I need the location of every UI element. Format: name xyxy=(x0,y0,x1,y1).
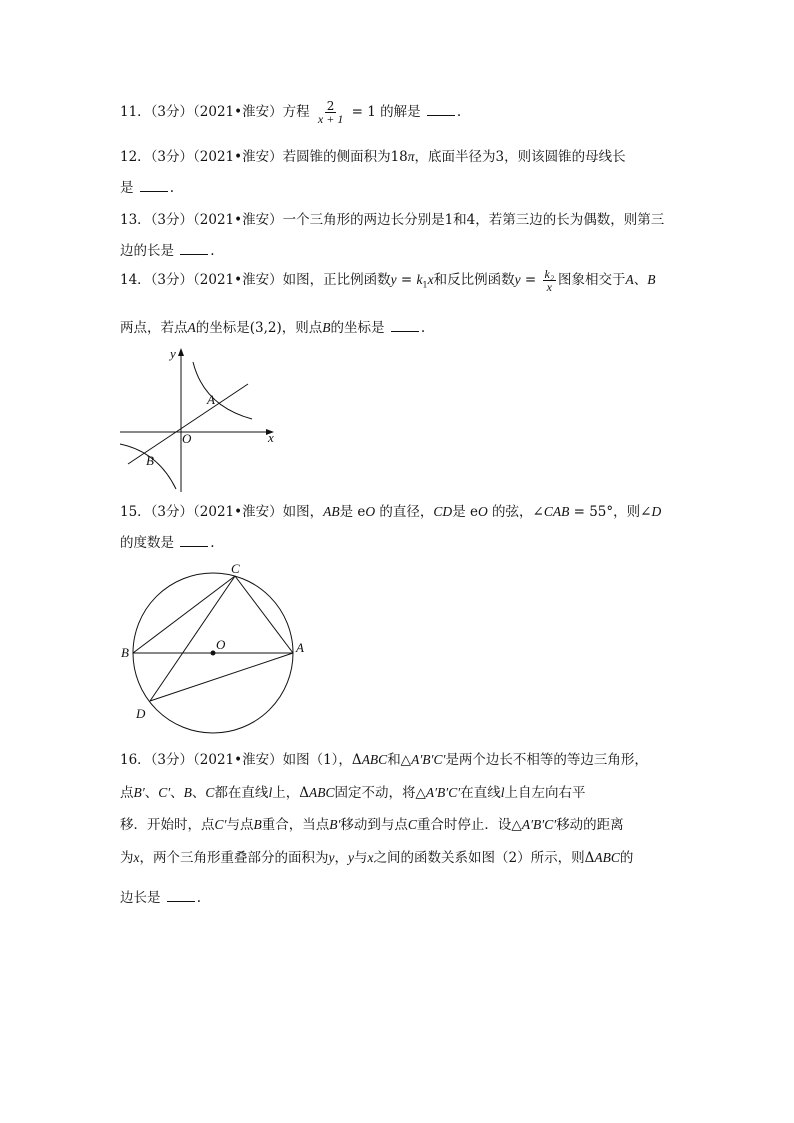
q16-text-e: 都在直线 xyxy=(214,785,269,801)
q16-answer-blank[interactable] xyxy=(167,889,195,902)
q15-figure xyxy=(118,560,318,730)
question-16-line4 xyxy=(120,846,633,866)
q12-text-b: ，底面半径为3，则该圆锥的母线长 xyxy=(414,149,626,165)
q16-text-n: 重合时停止．设△ xyxy=(416,817,522,833)
q14-y-arrow xyxy=(178,348,184,356)
q14-line2-point-a: A xyxy=(187,320,196,335)
q14-text-e: 的坐标是(3,2)，则点 xyxy=(195,320,323,336)
q16-text-m: 移动到与点 xyxy=(340,817,408,833)
question-15-line2 xyxy=(120,531,215,551)
q16-b: B xyxy=(183,785,192,800)
q14-fraction xyxy=(543,268,557,293)
q16-text-b: 和△ xyxy=(387,752,412,768)
q15-text-d: 是 e xyxy=(452,504,478,520)
q16-cp: C′ xyxy=(158,785,171,800)
q12-end: . xyxy=(169,180,175,196)
q16-text-p: 为 xyxy=(120,850,134,866)
q13-answer-blank[interactable] xyxy=(180,242,208,255)
q13-text-a: 13．（3分）（2021•淮安）一个三角形的两边长分别是1和4，若第三边的长为偶数，则第三 xyxy=(120,212,665,228)
q16-text-u: 的 xyxy=(619,850,634,866)
q14-hyperbola-q1 xyxy=(193,362,252,419)
q16-end: . xyxy=(196,890,202,906)
q16-text-l: 重合，当点 xyxy=(261,817,330,833)
q14-f1-sub: 1 xyxy=(422,280,428,290)
q14-a-label: A xyxy=(207,392,215,407)
q14-f1-eq: = xyxy=(396,272,417,288)
q16-abc1: ABC xyxy=(361,752,388,767)
q16-text-k: 与点 xyxy=(226,817,254,833)
q15-end: . xyxy=(210,535,215,551)
q16-text-a: 16．（3分）（2021•淮安）如图（1），Δ xyxy=(120,752,362,768)
question-13-line2 xyxy=(120,239,215,259)
q16-s1: 、 xyxy=(144,785,159,801)
q12-pi: π xyxy=(407,149,415,164)
q16-s2: 、 xyxy=(170,785,184,801)
q16-text-t: 之间的函数关系如图（2）所示，则Δ xyxy=(373,850,595,866)
q16-l1: l xyxy=(268,785,273,800)
q16-bp2: B′ xyxy=(329,817,341,832)
q14-linear-graph xyxy=(128,384,248,464)
q15-text-f: = 55°，则∠ xyxy=(569,504,652,520)
q15-segment-da xyxy=(150,653,293,701)
q14-x-label: x xyxy=(268,430,274,445)
q16-text-h: 在直线 xyxy=(460,785,501,801)
q16-text-g: 固定不动，将△ xyxy=(334,785,426,801)
question-16-line3 xyxy=(120,813,624,833)
q15-ab: AB xyxy=(323,504,340,519)
q11-end: . xyxy=(456,104,462,120)
q15-b-label: B xyxy=(121,645,129,660)
q16-text-s: 与 xyxy=(354,850,368,866)
q15-text-b: 是 e xyxy=(339,504,366,520)
question-11 xyxy=(120,100,461,125)
question-14-line1 xyxy=(120,268,656,293)
question-16-line5 xyxy=(120,886,201,906)
q16-b2: B xyxy=(253,817,262,832)
q14-answer-blank[interactable] xyxy=(391,319,419,332)
q14-f1-x: x xyxy=(427,272,434,287)
q15-c-label: C xyxy=(231,561,240,576)
q11-frac-denominator: x + 1 xyxy=(317,112,344,126)
q16-cp2: C′ xyxy=(214,817,227,832)
q16-bp: B′ xyxy=(133,785,145,800)
q16-x2: x xyxy=(367,850,374,865)
q15-answer-blank[interactable] xyxy=(180,534,208,547)
q14-frac-denominator: x xyxy=(546,280,552,294)
q16-text-i: 上自左向右平 xyxy=(504,785,586,801)
q11-answer-blank[interactable] xyxy=(427,103,455,116)
q15-text-a: 15．（3分）（2021•淮安）如图， xyxy=(120,504,324,520)
q11-text: 11．（3分）（2021•淮安）方程 xyxy=(120,104,310,120)
q16-text-r: ， xyxy=(334,850,348,866)
q16-abc4: A′B′C′ xyxy=(425,785,461,800)
q14-end: . xyxy=(420,320,426,336)
question-16-line1 xyxy=(120,748,648,768)
q12-text-a: 12．（3分）（2021•淮安）若圆锥的侧面积为18 xyxy=(120,149,408,165)
q16-y2: y xyxy=(348,850,354,865)
q14-y-label: y xyxy=(170,346,176,361)
question-13-line1 xyxy=(120,208,664,228)
q11-frac-numerator: 2 xyxy=(326,99,335,113)
q11-fraction xyxy=(316,100,345,125)
q16-text-f: 上，Δ xyxy=(272,785,309,801)
q15-o2: O xyxy=(477,504,488,519)
q14-b-label: B xyxy=(146,453,154,468)
q14-text-d: 两点，若点 xyxy=(120,320,188,336)
question-16-line2 xyxy=(120,781,585,801)
question-12-line2 xyxy=(120,176,174,196)
q15-cd: CD xyxy=(433,504,453,519)
q14-point-b: B xyxy=(647,272,656,287)
q16-text-o: 移动的距离 xyxy=(556,817,624,833)
q15-text-g: 的度数是 xyxy=(120,535,174,551)
q16-abc2: A′B′C′ xyxy=(411,752,446,767)
q15-segment-ca xyxy=(235,576,293,653)
q14-sep: 、 xyxy=(633,272,648,288)
q16-c2: C xyxy=(407,817,417,832)
q15-center-dot xyxy=(211,651,216,656)
q16-text-v: 边长是 xyxy=(120,890,161,906)
question-12-line1 xyxy=(120,145,626,165)
q16-text-c: 是两个边长不相等的等边三角形， xyxy=(445,752,648,768)
q15-cab: CAB xyxy=(543,504,570,519)
q14-text-a: 14．（3分）（2021•淮安）如图，正比例函数 xyxy=(120,272,391,288)
q15-text-c: 的直径， xyxy=(375,504,434,520)
q15-d: D xyxy=(651,504,662,519)
question-14-line2 xyxy=(120,316,425,336)
q16-text-d: 点 xyxy=(120,785,134,801)
q14-origin-label: O xyxy=(182,431,192,446)
q16-x1: x xyxy=(133,850,140,865)
q16-abc6: ABC xyxy=(594,850,620,865)
q16-y1: y xyxy=(328,850,335,865)
q15-text-e: 的弦，∠ xyxy=(487,504,544,520)
q11-suffix: = 1 的解是 xyxy=(351,104,421,120)
q13-end: . xyxy=(210,243,215,259)
q14-text-c: 图象相交于 xyxy=(558,272,626,288)
q14-text-b: 和反比例函数 xyxy=(433,272,515,288)
q14-f2-y: y xyxy=(514,272,521,287)
q16-text-q: ，两个三角形重叠部分的面积为 xyxy=(139,850,329,866)
q15-d-label: D xyxy=(136,706,146,721)
q16-text-j: 移．开始时，点 xyxy=(120,817,215,833)
q16-s3: 、 xyxy=(191,785,206,801)
q16-c: C xyxy=(205,785,215,800)
question-15-line1 xyxy=(120,500,661,520)
q14-point-a: A xyxy=(625,272,634,287)
q15-o1: O xyxy=(365,504,376,519)
q16-abc3: ABC xyxy=(308,785,335,800)
q15-o-label: O xyxy=(216,637,226,652)
q14-figure xyxy=(118,344,288,494)
q14-f1-k: k xyxy=(416,272,423,287)
q16-l2: l xyxy=(500,785,505,800)
q15-a-label: A xyxy=(296,640,304,655)
q14-frac-numerator: k₂ xyxy=(544,267,554,281)
q14-f1-y: y xyxy=(390,272,397,287)
q16-abc5: A′B′C′ xyxy=(521,817,557,832)
q14-text-f: 的坐标是 xyxy=(330,320,385,336)
q13-text-b: 边的长是 xyxy=(120,243,174,259)
q14-f2-eq: = xyxy=(520,272,541,288)
q14-line2-point-b: B xyxy=(322,320,331,335)
q12-text-c: 是 xyxy=(120,180,134,196)
q12-answer-blank[interactable] xyxy=(140,179,168,192)
